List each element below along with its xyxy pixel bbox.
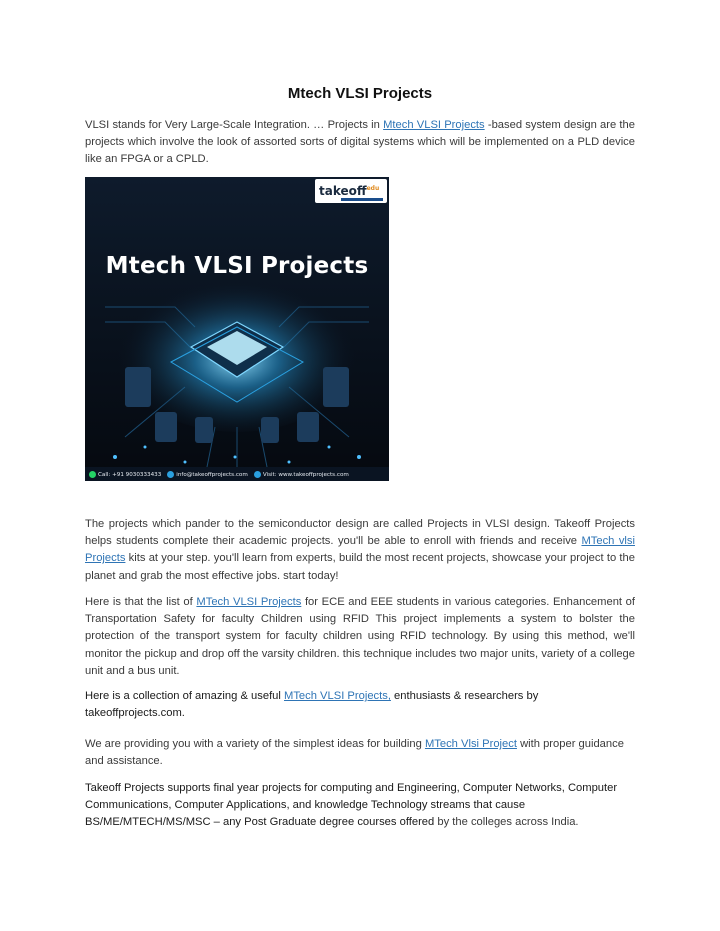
whatsapp-icon (89, 471, 96, 478)
paragraph-text-cont: with proper guidance and assistance. (85, 738, 624, 768)
email-text: info@takeoffprojects.com (176, 471, 248, 478)
visit-item (254, 471, 349, 478)
takeoff-edu-logo (315, 179, 387, 203)
page-title: Mtech VLSI Projects (287, 85, 433, 102)
logo-underline (341, 198, 383, 201)
paragraph-support (85, 780, 635, 832)
mtech-vlsi-projects-list-link[interactable]: MTech VLSI Projects (196, 596, 302, 608)
logo-sub-text: edu (366, 185, 380, 192)
paragraph-text: We are providing you with a variety of the simplest ideas for building (85, 738, 425, 750)
call-item (89, 471, 161, 478)
banner-title: Mtech VLSI Projects (105, 253, 369, 279)
paragraph-text-cont: by the colleges across India. (434, 816, 579, 829)
visit-text: Visit: www.takeoffprojects.com (262, 471, 349, 478)
intro-text: VLSI stands for Very Large-Scale Integration. … Projects in (85, 119, 384, 131)
mtech-vlsi-projects-link[interactable]: Mtech VLSI Projects (383, 119, 485, 131)
paragraph-text-cont: kits at your step. you'll learn from experts, build the most recent projects, showcase your project to the planet and grab the most effective jobs. start today! (85, 552, 635, 582)
paragraph-list (85, 594, 635, 680)
logo-text: takeoff (319, 184, 367, 198)
paragraph-semiconductor (85, 516, 635, 585)
mtech-vlsi-project-link[interactable]: MTech Vlsi Project (424, 738, 517, 750)
intro-text-cont: -based system design are the projects which involve the look of assorted sorts of digital systems which will be implemented on a PLD device like an FPGA or a CPLD. (85, 119, 635, 166)
email-item (167, 471, 248, 478)
circuit-board-illustration (85, 177, 389, 481)
paragraph-text: Here is a collection of amazing & useful (85, 690, 284, 702)
globe-icon (254, 471, 261, 478)
paragraph-text: The projects which pander to the semiconductor design are called Projects in VLSI design. Takeoff Projects helps students complete their academic projects. you'll be able to enroll with friends and receive (85, 518, 635, 548)
banner-contact-bar (85, 467, 389, 481)
banner-image (85, 177, 389, 481)
paragraph-collection (85, 688, 635, 722)
intro-paragraph (85, 117, 635, 169)
paragraph-text-cont: for ECE and EEE students in various categories. Enhancement of Transportation Safety for faculty Children using RFID This project implements a system to bolster the protection of the transport system for faculty children using RFID technology. By using this method, we'll monitor the pickup and drop off the varsity children. this technique includes two major units, variety of a college unit and a bus unit. (85, 596, 635, 677)
email-icon (167, 471, 174, 478)
paragraph-text-cont: enthusiasts & researchers by takeoffprojects.com. (85, 690, 539, 720)
call-text: Call: +91 9030333433 (98, 471, 162, 478)
mtech-vlsi-projects-collection-link[interactable]: MTech VLSI Projects, (284, 690, 391, 702)
paragraph-text: Takeoff Projects supports final year projects for computing and Engineering, Computer Networks, Computer Communications, Computer Applications, and knowledge Technology streams that cause BS/ME/MTECH/MS/MSC – any Post Graduate degree courses offered (85, 782, 618, 829)
mtech-vlsi-projects-kits-link[interactable]: MTech vlsi Projects (85, 535, 635, 565)
paragraph-ideas (85, 736, 635, 770)
paragraph-text: Here is that the list of (85, 596, 197, 608)
